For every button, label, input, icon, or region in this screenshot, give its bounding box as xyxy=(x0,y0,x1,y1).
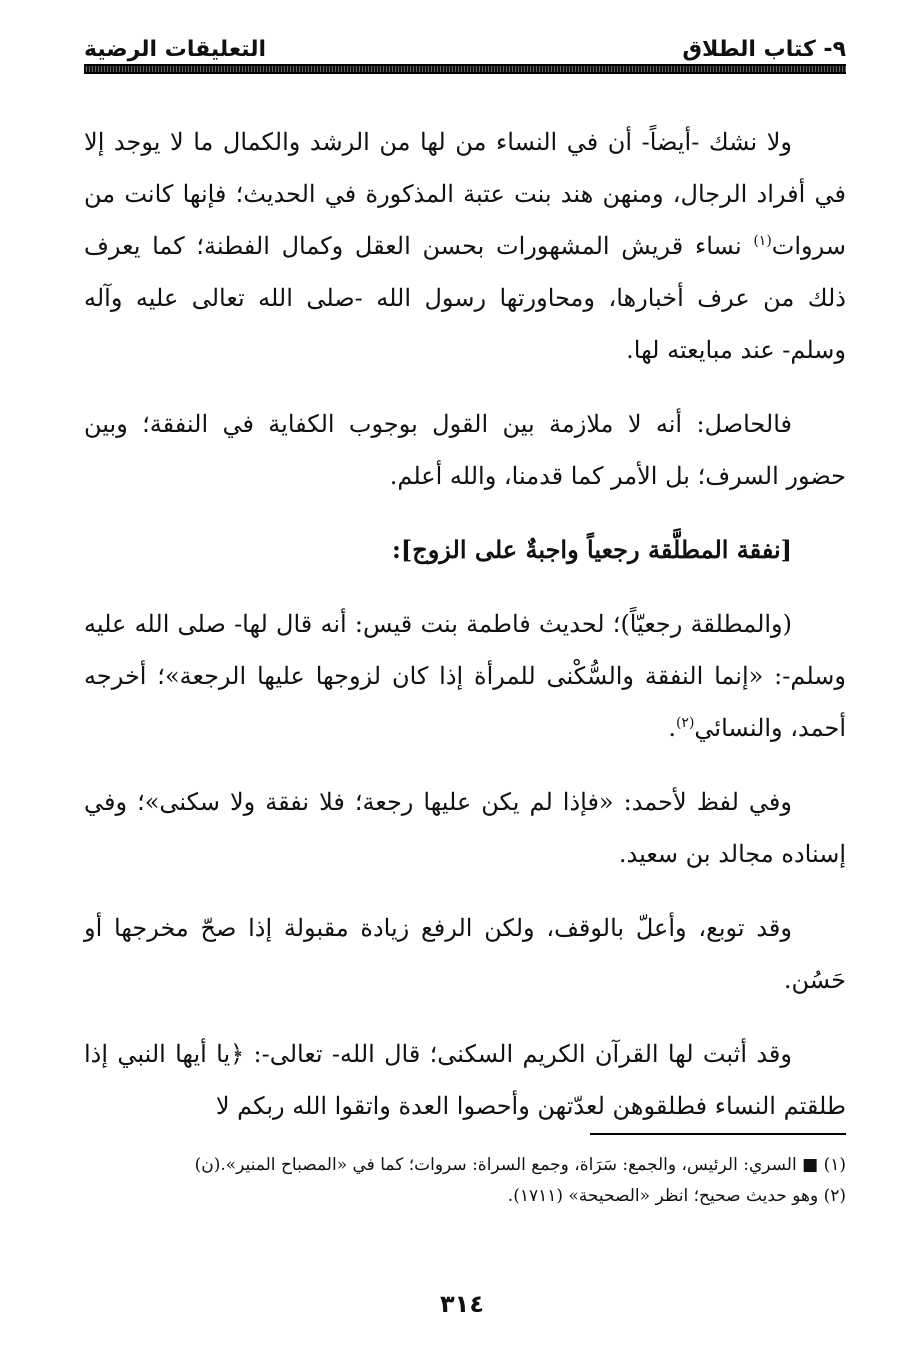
chapter-title: ٩- كتاب الطلاق xyxy=(682,37,846,62)
book-title: التعليقات الرضية xyxy=(84,37,267,62)
running-header xyxy=(84,28,846,62)
paragraph-1: ولا نشك -أيضاً- أن في النساء من لها من الرشد والكمال ما لا يوجد إلا في أفراد الرجال، ومنهن هند بنت عتبة المذكورة في الحديث؛ فإنها كانت من سروات$^{(١)}$ نساء قريش المشهورات بحسن العقل وكمال الفطنة؛ كما يعرف ذلك من عرف أخبارها، ومحاورتها رسول الله -صلى الله تعالى عليه وآله وسلم- عند مبايعته لها. xyxy=(84,128,846,364)
footnote-marker-2: (٢) xyxy=(675,715,695,731)
header-rule xyxy=(84,64,846,74)
footnote-marker-1: (١) xyxy=(753,233,772,249)
main-text xyxy=(84,116,846,1154)
footnotes xyxy=(84,1150,846,1212)
paragraph-5: وقد توبع، وأعلّ بالوقف، ولكن الرفع زيادة مقبولة إذا صحّ مخرجها أو حَسُن. xyxy=(84,914,846,994)
paragraph-3: (والمطلقة رجعيّاً)؛ لحديث فاطمة بنت قيس: أنه قال لها- صلى الله عليه وسلم-: «إنما النفقة والسُّكْنى للمرأة إذا كان لزوجها عليها الرجعة»؛ أخرجه أحمد، والنسائي$^{(٢)}$. xyxy=(84,610,846,742)
paragraph-6: وقد أثبت لها القرآن الكريم السكنى؛ قال الله- تعالى-: ﴿يا أيها النبي إذا طلقتم النساء فطلقوهن لعدّتهن وأحصوا العدة واتقوا الله ربكم لا xyxy=(84,1040,846,1120)
paragraph-2: فالحاصل: أنه لا ملازمة بين القول بوجوب الكفاية في النفقة؛ وبين حضور السرف؛ بل الأمر كما قدمنا، والله أعلم. xyxy=(84,410,846,490)
footnote-separator xyxy=(590,1133,846,1135)
footnote-1: (١) ■ السري: الرئيس، والجمع: سَرَاة، وجمع السراة: سروات؛ كما في «المصباح المنير».(ن) xyxy=(194,1155,846,1175)
page-number: ٣١٤ xyxy=(440,1290,484,1318)
paragraph-4: وفي لفظ لأحمد: «فإذا لم يكن عليها رجعة؛ فلا نفقة ولا سكنى»؛ وفي إسناده مجالد بن سعيد. xyxy=(84,788,846,868)
footnote-2: (٢) وهو حديث صحيح؛ انظر «الصحيحة» (١٧١١). xyxy=(507,1186,846,1206)
section-heading: [نفقة المطلَّقة رجعياً واجبةٌ على الزوج]: xyxy=(391,535,792,564)
